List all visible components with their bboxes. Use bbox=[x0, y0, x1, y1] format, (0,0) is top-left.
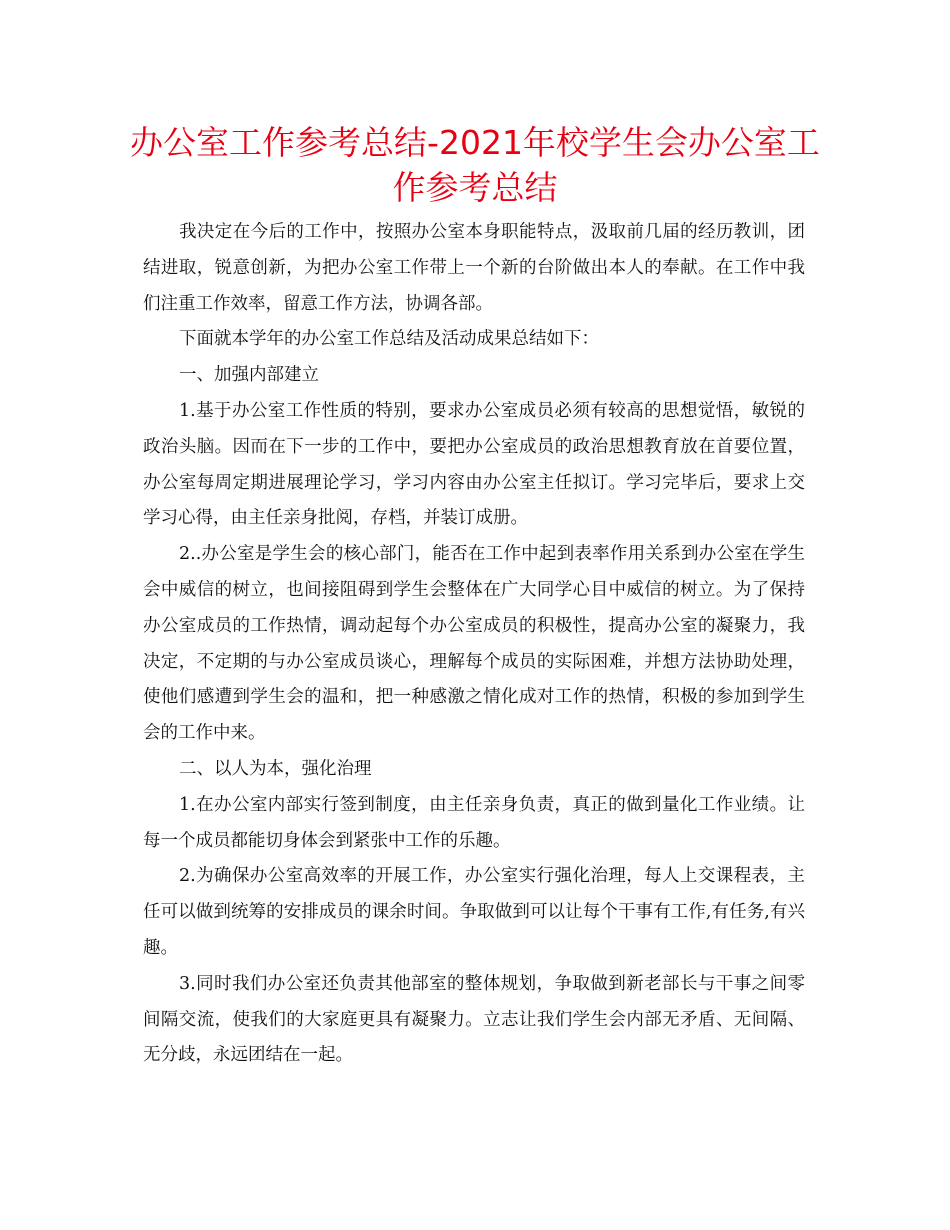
document-body bbox=[143, 215, 805, 1074]
section-heading: 一、加强内部建立 bbox=[179, 365, 319, 386]
paragraph: 1.基于办公室工作性质的特别，要求办公室成员必须有较高的思想觉悟，敏锐的政治头脑。因而在下一步的工作中，要把办公室成员的政治思想教育放在首要位置，办公室每周定期进展理论学习，学习内容由办公室主任拟订。学习完毕后，要求上交学习心得，由主任亲身批阅，存档，并装订成册。 bbox=[143, 400, 805, 529]
paragraph: 1.在办公室内部实行签到制度，由主任亲身负责，真正的做到量化工作业绩。让每一个成员都能切身体会到紧张中工作的乐趣。 bbox=[143, 794, 805, 851]
paragraph: 下面就本学年的办公室工作总结及活动成果总结如下： bbox=[179, 329, 599, 350]
document-title: 办公室工作参考总结-2021年校学生会办公室工作参考总结 bbox=[130, 123, 820, 207]
paragraph: 2.为确保办公室高效率的开展工作，办公室实行强化治理，每人上交课程表，主任可以做到统筹的安排成员的课余时间。争取做到可以让每个干事有工作,有任务,有兴趣。 bbox=[143, 866, 805, 958]
paragraph: 2..办公室是学生会的核心部门，能否在工作中起到表率作用关系到办公室在学生会中威信的树立，也间接阻碍到学生会整体在广大同学心目中威信的树立。为了保持办公室成员的工作热情，调动起每个办公室成员的积极性，提高办公室的凝聚力，我决定，不定期的与办公室成员谈心，理解每个成员的实际困难，并想方法协助处理，使他们感遭到学生会的温和，把一种感激之情化成对工作的热情，积极的参加到学生会的工作中来。 bbox=[143, 544, 805, 744]
paragraph: 我决定在今后的工作中，按照办公室本身职能特点，汲取前几届的经历教训，团结进取，锐意创新，为把办公室工作带上一个新的台阶做出本人的奉献。在工作中我们注重工作效率，留意工作方法，协调各部。 bbox=[143, 222, 805, 314]
section-heading: 二、以人为本，强化治理 bbox=[179, 758, 372, 779]
paragraph: 3.同时我们办公室还负责其他部室的整体规划，争取做到新老部长与干事之间零间隔交流，使我们的大家庭更具有凝聚力。立志让我们学生会内部无矛盾、无间隔、无分歧，永远团结在一起。 bbox=[143, 973, 805, 1066]
